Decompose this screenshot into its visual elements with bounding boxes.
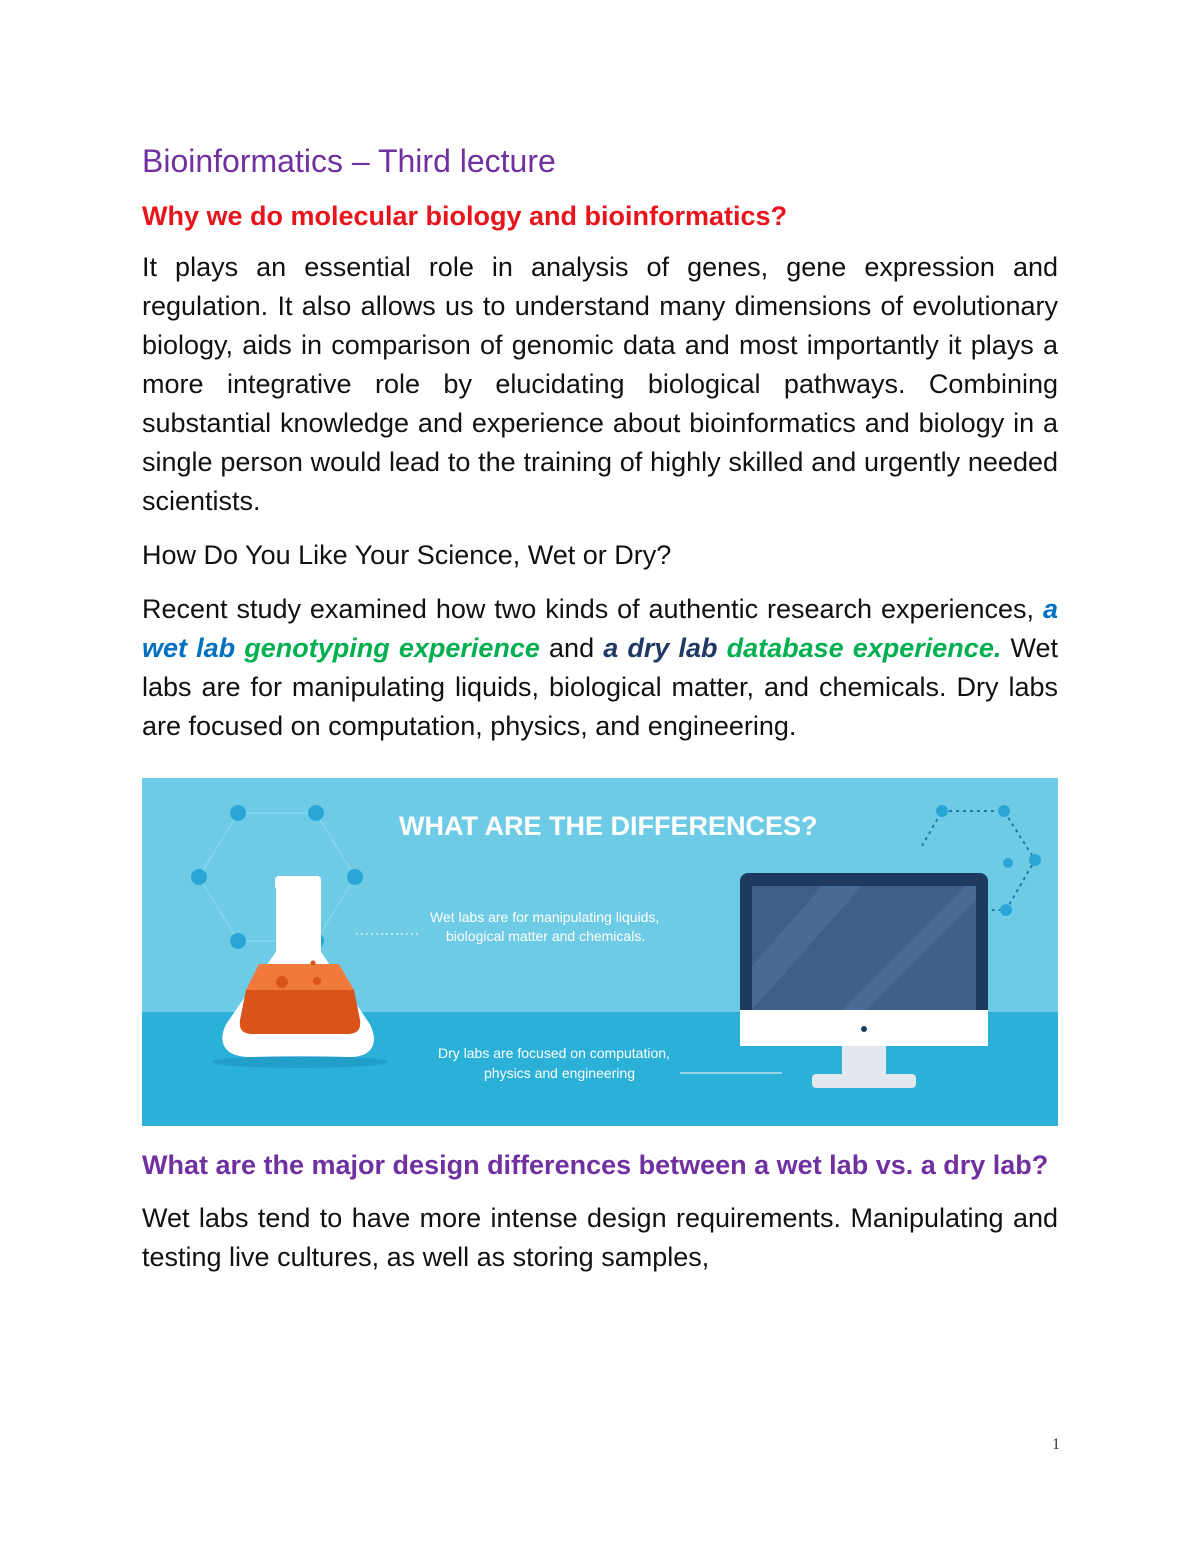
- figure-title: WHAT ARE THE DIFFERENCES?: [399, 811, 818, 841]
- section-heading-design-differences: What are the major design differences between a wet lab vs. a dry lab?: [142, 1150, 1049, 1180]
- paragraph-why: It plays an essential role in analysis of genes, gene expression and regulation. It also allows us to understand many dimensions of evolutionary biology, aids in comparison of genomic data and most importantly it plays a more integrative role by elucidating biological pathways. Combining substantial knowledge and experience about bioinformatics and biology in a single person would lead to the training of highly skilled and urgently needed scientists.: [142, 252, 1058, 516]
- dry-caption-line1: Dry labs are focused on computation,: [438, 1045, 670, 1061]
- section-heading-wet-or-dry: How Do You Like Your Science, Wet or Dry?: [142, 540, 672, 570]
- wet-caption-line2: biological matter and chemicals.: [446, 928, 646, 944]
- database-term: database experience.: [726, 633, 1002, 663]
- study-intro-text: Recent study examined how two kinds of authentic research experiences,: [142, 594, 1035, 624]
- paragraph-design: Wet labs tend to have more intense design requirements. Manipulating and testing live cultures, as well as storing samples,: [142, 1203, 1058, 1272]
- section-heading-why: Why we do molecular biology and bioinformatics?: [142, 201, 788, 231]
- page-content: [142, 138, 1058, 1277]
- genotyping-term: genotyping experience: [244, 633, 540, 663]
- page-number: 1: [1052, 1436, 1060, 1453]
- dry-lab-term: a dry lab: [603, 633, 718, 663]
- infographic-svg: [142, 778, 1058, 1126]
- wet-caption-line1: Wet labs are for manipulating liquids,: [430, 909, 660, 925]
- wet-dry-infographic: [142, 778, 1058, 1126]
- wet-lab-term: a wet lab: [142, 594, 1058, 663]
- study-end-text: Wet labs are for manipulating liquids, biological matter, and chemicals. Dry labs are focused on computation, physics, and engineering.: [142, 633, 1058, 741]
- dry-caption-line2: physics and engineering: [484, 1065, 635, 1081]
- document-title: Bioinformatics – Third lecture: [142, 143, 556, 179]
- paragraph-study: [142, 590, 1058, 746]
- and-word: and: [549, 633, 595, 663]
